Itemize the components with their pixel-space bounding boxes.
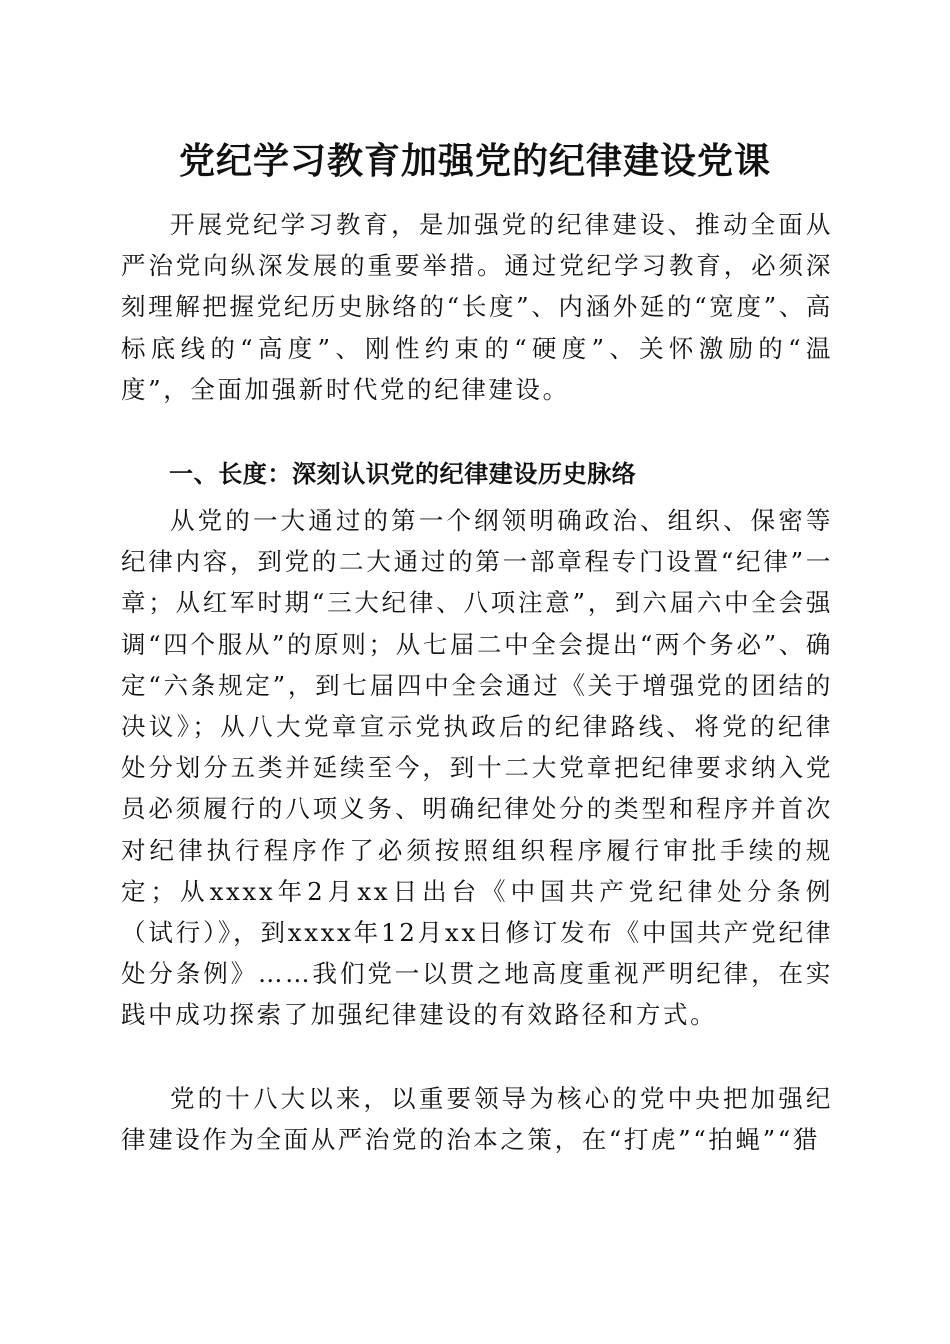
- history-paragraph: 从党的一大通过的第一个纲领明确政治、组织、保密等纪律内容，到党的二大通过的第一部章程专门设置“纪律”一章；从红军时期“三大纪律、八项注意”，到六届六中全会强调“四个服从”的原则；从七届二中全会提出“两个务必”、确定“六条规定”，到七届四中全会通过《关于增强党的团结的决议》；从八大党章宣示党执政后的纪律路线、将党的纪律处分划分五类并延续至今，到十二大党章把纪律要求纳入党员必须履行的八项义务、明确纪律处分的类型和程序并首次对纪律执行程序作了必须按照组织程序履行审批手续的规定；从xxxx年2月xx日出台《中国共产党纪律处分条例（试行）》，到xxxx年12月xx日修订发布《中国共产党纪律处分条例》……我们党一以贯之地高度重视严明纪律，在实践中成功探索了加强纪律建设的有效路径和方式。: [121, 506, 833, 1030]
- intro-paragraph: 开展党纪学习教育，是加强党的纪律建设、推动全面从严治党向纵深发展的重要举措。通过党纪学习教育，必须深刻理解把握党纪历史脉络的“长度”、内涵外延的“宽度”、高标底线的“高度”、刚性约束的“硬度”、关怀激励的“温度”，全面加强新时代党的纪律建设。: [121, 210, 833, 404]
- section-heading-length: 一、长度：深刻认识党的纪律建设历史脉络: [169, 460, 637, 488]
- eighteenth-congress-paragraph: 党的十八大以来，以重要领导为核心的党中央把加强纪律建设作为全面从严治党的治本之策，在“打虎”“拍蝇”“猎: [121, 1084, 833, 1155]
- document-title: 党纪学习教育加强党的纪律建设党课: [178, 140, 771, 182]
